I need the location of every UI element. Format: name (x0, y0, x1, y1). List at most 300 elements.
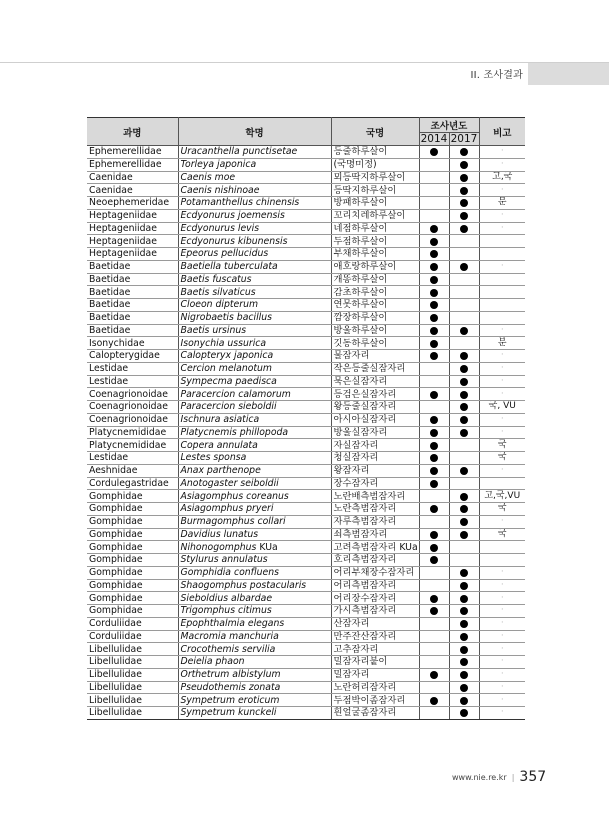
table-row (87, 541, 525, 554)
cell-family: Gomphidae (87, 566, 178, 579)
scientific-name: Ecdyonurus kibunensis (180, 235, 288, 247)
website-url: www.nie.re.kr (452, 773, 507, 782)
cell-remarks: · (479, 209, 525, 222)
presence-dot-icon (460, 378, 468, 386)
cell-remarks (479, 286, 525, 299)
cell-y2017 (449, 515, 479, 528)
cell-y2014 (419, 337, 449, 350)
cell-scientific-name (178, 541, 331, 554)
col-header-2014: 2014 (420, 133, 448, 145)
cell-remarks: · (479, 605, 525, 618)
cell-family: Gomphidae (87, 503, 178, 516)
cell-family: Baetidae (87, 286, 178, 299)
presence-dot-icon (430, 467, 438, 475)
col-header-scientific: 학명 (178, 118, 331, 146)
scientific-name: Potamanthellus chinensis (180, 197, 300, 209)
presence-dot-icon (430, 314, 438, 322)
table-row (87, 171, 525, 184)
table-row (87, 554, 525, 567)
presence-dot-icon (430, 352, 438, 360)
table-row (87, 273, 525, 286)
presence-dot-icon (460, 352, 468, 360)
scientific-name: Platycnemis phillopoda (180, 426, 289, 438)
table-row (87, 388, 525, 401)
scientific-name: Lestes sponsa (180, 452, 247, 464)
cell-remarks: 국 (479, 439, 525, 452)
table-row (87, 401, 525, 414)
col-header-survey-year: 조사년도 (419, 118, 479, 133)
scientific-name: Orthetrum albistylum (180, 669, 281, 681)
presence-dot-icon (430, 607, 438, 615)
table-row (87, 375, 525, 388)
scientific-name: Baetiella tuberculata (180, 261, 278, 273)
scientific-name: Shaogomphus postacularis (180, 579, 307, 591)
cell-korean-name: 방울실잠자리 (331, 426, 419, 439)
cell-family: Aeshnidae (87, 464, 178, 477)
presence-dot-icon (460, 646, 468, 654)
presence-dot-icon (430, 429, 438, 437)
cell-scientific-name (178, 209, 331, 222)
cell-family: Gomphidae (87, 605, 178, 618)
cell-family: Calopterygidae (87, 350, 178, 363)
cell-scientific-name (178, 592, 331, 605)
cell-y2017 (449, 375, 479, 388)
scientific-name: Baetis ursinus (180, 324, 247, 336)
presence-dot-icon (430, 276, 438, 284)
presence-dot-icon (460, 505, 468, 513)
presence-dot-icon (460, 493, 468, 501)
table-row (87, 515, 525, 528)
presence-dot-icon (460, 518, 468, 526)
cell-y2014 (419, 146, 449, 159)
presence-dot-icon (460, 709, 468, 717)
cell-scientific-name (178, 222, 331, 235)
cell-scientific-name (178, 197, 331, 210)
cell-y2017 (449, 362, 479, 375)
col-header-remarks: 비고 (479, 118, 525, 146)
cell-korean-name: 부채하루살이 (331, 248, 419, 261)
cell-family: Baetidae (87, 324, 178, 337)
cell-scientific-name (178, 286, 331, 299)
cell-scientific-name (178, 362, 331, 375)
cell-korean-name: 청실잠자리 (331, 452, 419, 465)
cell-scientific-name (178, 503, 331, 516)
cell-remarks: · (479, 617, 525, 630)
presence-dot-icon (460, 467, 468, 475)
presence-dot-icon (460, 403, 468, 411)
cell-y2014 (419, 197, 449, 210)
cell-y2014 (419, 299, 449, 312)
cell-remarks: · (479, 426, 525, 439)
scientific-name: Torleya japonica (180, 159, 257, 171)
cell-korean-name: 왕등줄실잠자리 (331, 401, 419, 414)
scientific-name: Uracanthella punctisetae (180, 146, 298, 158)
cell-y2014 (419, 439, 449, 452)
cell-korean-name: 깜장하루살이 (331, 311, 419, 324)
presence-dot-icon (430, 148, 438, 156)
scientific-name: Deielia phaon (180, 656, 245, 668)
table-row (87, 222, 525, 235)
cell-scientific-name (178, 388, 331, 401)
cell-korean-name: 방울하루살이 (331, 324, 419, 337)
cell-scientific-name (178, 324, 331, 337)
table-row (87, 324, 525, 337)
cell-family: Coenagrionoidae (87, 388, 178, 401)
cell-y2017 (449, 337, 479, 350)
cell-scientific-name (178, 643, 331, 656)
cell-y2014 (419, 681, 449, 694)
cell-korean-name: 흰얼굴좀잠자리 (331, 707, 419, 720)
cell-korean-name: 노란허리잠자리 (331, 681, 419, 694)
cell-y2017 (449, 401, 479, 414)
cell-korean-name: 만주잔산잠자리 (331, 630, 419, 643)
cell-scientific-name (178, 452, 331, 465)
table-row (87, 299, 525, 312)
scientific-name: Stylurus annulatus (180, 554, 268, 566)
cell-family: Gomphidae (87, 528, 178, 541)
scientific-name: Calopteryx japonica (180, 350, 274, 362)
cell-family: Caenidae (87, 184, 178, 197)
cell-korean-name: 왕잠자리 (331, 464, 419, 477)
section-tab (528, 63, 609, 85)
presence-dot-icon (430, 531, 438, 539)
table-body (87, 146, 525, 720)
cell-y2017 (449, 490, 479, 503)
cell-family: Platycnemididae (87, 426, 178, 439)
cell-scientific-name (178, 273, 331, 286)
presence-dot-icon (430, 556, 438, 564)
scientific-name: Ecdyonurus joemensis (180, 210, 285, 222)
cell-korean-name: 뫼등딱지하루살이 (331, 171, 419, 184)
cell-remarks: · (479, 515, 525, 528)
cell-korean-name: 고추잠자리 (331, 643, 419, 656)
section-title: II. 조사결과 (470, 70, 523, 81)
cell-y2014 (419, 605, 449, 618)
cell-scientific-name (178, 311, 331, 324)
cell-korean-name: 노란측범잠자리 (331, 503, 419, 516)
cell-family: Baetidae (87, 299, 178, 312)
presence-dot-icon (460, 697, 468, 705)
cell-y2017 (449, 209, 479, 222)
cell-y2017 (449, 426, 479, 439)
scientific-name: Nigrobaetis bacillus (180, 312, 272, 324)
cell-remarks: · (479, 464, 525, 477)
cell-family: Libellulidae (87, 643, 178, 656)
presence-dot-icon (430, 505, 438, 513)
cell-remarks (479, 235, 525, 248)
scientific-name: Copera annulata (180, 439, 258, 451)
scientific-name: Cercion melanotum (180, 363, 272, 375)
presence-dot-icon (460, 225, 468, 233)
cell-korean-name: 묵은실잠자리 (331, 375, 419, 388)
cell-y2014 (419, 273, 449, 286)
cell-scientific-name (178, 605, 331, 618)
cell-y2017 (449, 554, 479, 567)
cell-korean-name: 개똥하루살이 (331, 273, 419, 286)
table-row (87, 439, 525, 452)
table-row (87, 477, 525, 490)
table-row (87, 158, 525, 171)
cell-scientific-name (178, 260, 331, 273)
cell-remarks: · (479, 362, 525, 375)
cell-remarks: · (479, 668, 525, 681)
cell-family: Heptageniidae (87, 209, 178, 222)
presence-dot-icon (460, 569, 468, 577)
presence-dot-icon (460, 391, 468, 399)
table-row (87, 707, 525, 720)
cell-family: Libellulidae (87, 668, 178, 681)
cell-scientific-name (178, 299, 331, 312)
cell-family: Heptageniidae (87, 235, 178, 248)
cell-korean-name: 장수잠자리 (331, 477, 419, 490)
presence-dot-icon (460, 684, 468, 692)
scientific-name: Ischnura asiatica (180, 414, 260, 426)
presence-dot-icon (460, 429, 468, 437)
cell-y2014 (419, 350, 449, 363)
cell-y2014 (419, 388, 449, 401)
cell-family: Coenagrionoidae (87, 401, 178, 414)
table-row (87, 490, 525, 503)
cell-family: Heptageniidae (87, 248, 178, 261)
cell-family: Baetidae (87, 273, 178, 286)
presence-dot-icon (460, 199, 468, 207)
table-row (87, 452, 525, 465)
presence-dot-icon (430, 416, 438, 424)
cell-y2014 (419, 158, 449, 171)
scientific-name: Ecdyonurus levis (180, 222, 260, 234)
cell-scientific-name (178, 184, 331, 197)
presence-dot-icon (460, 263, 468, 271)
cell-y2014 (419, 694, 449, 707)
cell-family: Gomphidae (87, 541, 178, 554)
cell-y2014 (419, 477, 449, 490)
cell-family: Lestidae (87, 452, 178, 465)
cell-remarks: 국 (479, 452, 525, 465)
cell-korean-name: 밀잠자리 (331, 668, 419, 681)
cell-scientific-name (178, 477, 331, 490)
cell-family: Baetidae (87, 260, 178, 273)
presence-dot-icon (430, 480, 438, 488)
cell-korean-name: 감초하루살이 (331, 286, 419, 299)
cell-remarks: · (479, 350, 525, 363)
cell-scientific-name (178, 694, 331, 707)
cell-family: Coenagrionoidae (87, 413, 178, 426)
scientific-name: Anax parthenope (180, 465, 261, 477)
cell-family: Baetidae (87, 311, 178, 324)
scientific-name: Asiagomphus coreanus (180, 490, 289, 502)
cell-family: Neoephemeridae (87, 197, 178, 210)
cell-korean-name: 네점하루살이 (331, 222, 419, 235)
cell-scientific-name (178, 566, 331, 579)
cell-y2017 (449, 668, 479, 681)
cell-y2014 (419, 426, 449, 439)
cell-family: Platycnemididae (87, 439, 178, 452)
cell-remarks: · (479, 413, 525, 426)
cell-y2014 (419, 592, 449, 605)
cell-y2017 (449, 605, 479, 618)
cell-y2014 (419, 222, 449, 235)
cell-y2014 (419, 515, 449, 528)
table-row (87, 311, 525, 324)
table-row (87, 617, 525, 630)
presence-dot-icon (430, 697, 438, 705)
cell-y2017 (449, 617, 479, 630)
cell-korean-name: 쇠측범잠자리 (331, 528, 419, 541)
cell-korean-name: 어리측범잠자리 (331, 579, 419, 592)
cell-y2017 (449, 324, 479, 337)
page-number: 357 (519, 769, 547, 785)
cell-korean-name: 등검은실잠자리 (331, 388, 419, 401)
cell-y2017 (449, 503, 479, 516)
cell-remarks: · (479, 158, 525, 171)
cell-remarks: · (479, 579, 525, 592)
scientific-name: Cloeon dipterum (180, 299, 259, 311)
cell-scientific-name (178, 707, 331, 720)
table-row (87, 209, 525, 222)
col-header-korean: 국명 (331, 118, 419, 146)
cell-scientific-name (178, 413, 331, 426)
cell-korean-name: 꼬리치레하루살이 (331, 209, 419, 222)
cell-remarks (479, 477, 525, 490)
scientific-name: Nihonogomphus (180, 541, 257, 553)
cell-family: Libellulidae (87, 694, 178, 707)
presence-dot-icon (430, 301, 438, 309)
table-row (87, 146, 525, 159)
cell-family: Caenidae (87, 171, 178, 184)
cell-remarks: 고,국,VU (479, 490, 525, 503)
cell-y2017 (449, 477, 479, 490)
cell-y2014 (419, 184, 449, 197)
cell-y2017 (449, 146, 479, 159)
cell-korean-name: 연못하루살이 (331, 299, 419, 312)
cell-scientific-name (178, 439, 331, 452)
cell-family: Gomphidae (87, 554, 178, 567)
cell-korean-name: 어리부채장수잠자리 (331, 566, 419, 579)
cell-family: Heptageniidae (87, 222, 178, 235)
scientific-name: Caenis nishinoae (180, 184, 260, 196)
cell-remarks: 국 (479, 528, 525, 541)
presence-dot-icon (460, 620, 468, 628)
cell-scientific-name (178, 426, 331, 439)
cell-remarks (479, 541, 525, 554)
cell-y2017 (449, 694, 479, 707)
table-row (87, 694, 525, 707)
cell-family: Lestidae (87, 375, 178, 388)
table-row (87, 528, 525, 541)
cell-family: Gomphidae (87, 515, 178, 528)
cell-scientific-name (178, 515, 331, 528)
cell-y2017 (449, 439, 479, 452)
cell-scientific-name (178, 579, 331, 592)
cell-y2014 (419, 260, 449, 273)
table-row (87, 566, 525, 579)
footer-separator: | (511, 773, 515, 782)
cell-remarks: · (479, 388, 525, 401)
cell-remarks: · (479, 681, 525, 694)
cell-remarks: · (479, 566, 525, 579)
presence-dot-icon (460, 327, 468, 335)
cell-scientific-name (178, 248, 331, 261)
header-rule (0, 62, 528, 63)
cell-korean-name: 산잠자리 (331, 617, 419, 630)
scientific-name: Sieboldius albardae (180, 592, 273, 604)
cell-y2014 (419, 707, 449, 720)
presence-dot-icon (430, 238, 438, 246)
cell-remarks: 국 (479, 503, 525, 516)
cell-korean-name: 고려측범잠자리 KUa (331, 541, 419, 554)
cell-y2017 (449, 273, 479, 286)
cell-family: Libellulidae (87, 707, 178, 720)
cell-remarks: · (479, 222, 525, 235)
cell-y2014 (419, 375, 449, 388)
presence-dot-icon (430, 391, 438, 399)
cell-y2014 (419, 401, 449, 414)
cell-y2017 (449, 681, 479, 694)
scientific-name: Paracercion sieboldii (180, 401, 277, 413)
table-row (87, 286, 525, 299)
cell-scientific-name (178, 554, 331, 567)
cell-y2014 (419, 286, 449, 299)
cell-remarks: 분 (479, 337, 525, 350)
table-row (87, 235, 525, 248)
cell-korean-name: 방패하루살이 (331, 197, 419, 210)
scientific-name: Macromia manchuria (180, 630, 279, 642)
cell-remarks: · (479, 324, 525, 337)
cell-korean-name: 두점박이좀잠자리 (331, 694, 419, 707)
cell-y2014 (419, 554, 449, 567)
table-row (87, 579, 525, 592)
cell-y2014 (419, 528, 449, 541)
cell-korean-name: 호리측범잠자리 (331, 554, 419, 567)
cell-family: Corduliidae (87, 630, 178, 643)
page-footer (452, 769, 546, 785)
cell-korean-name: 자루측범잠자리 (331, 515, 419, 528)
presence-dot-icon (460, 633, 468, 641)
cell-korean-name: 깃동하루살이 (331, 337, 419, 350)
table-row (87, 643, 525, 656)
scientific-name: Gomphidia confluens (180, 567, 280, 579)
cell-y2017 (449, 248, 479, 261)
cell-scientific-name (178, 464, 331, 477)
cell-family: Gomphidae (87, 579, 178, 592)
cell-y2014 (419, 503, 449, 516)
cell-y2014 (419, 362, 449, 375)
cell-y2017 (449, 260, 479, 273)
cell-remarks: 고,국 (479, 171, 525, 184)
cell-y2014 (419, 324, 449, 337)
cell-y2017 (449, 707, 479, 720)
cell-y2014 (419, 579, 449, 592)
cell-korean-name: 노란배측범잠자리 (331, 490, 419, 503)
scientific-name: Paracercion calamorum (180, 388, 291, 400)
table-row (87, 184, 525, 197)
cell-remarks (479, 248, 525, 261)
cell-scientific-name (178, 656, 331, 669)
scientific-name-suffix: KUa (259, 541, 278, 553)
cell-y2014 (419, 248, 449, 261)
table-row (87, 337, 525, 350)
table-row (87, 592, 525, 605)
cell-korean-name: (국명미정) (331, 158, 419, 171)
cell-family: Gomphidae (87, 592, 178, 605)
scientific-name: Isonychia ussurica (180, 337, 267, 349)
cell-y2017 (449, 311, 479, 324)
cell-scientific-name (178, 668, 331, 681)
cell-korean-name: 두점하루살이 (331, 235, 419, 248)
table-row (87, 413, 525, 426)
cell-y2017 (449, 630, 479, 643)
scientific-name: Pseudothemis zonata (180, 681, 281, 693)
